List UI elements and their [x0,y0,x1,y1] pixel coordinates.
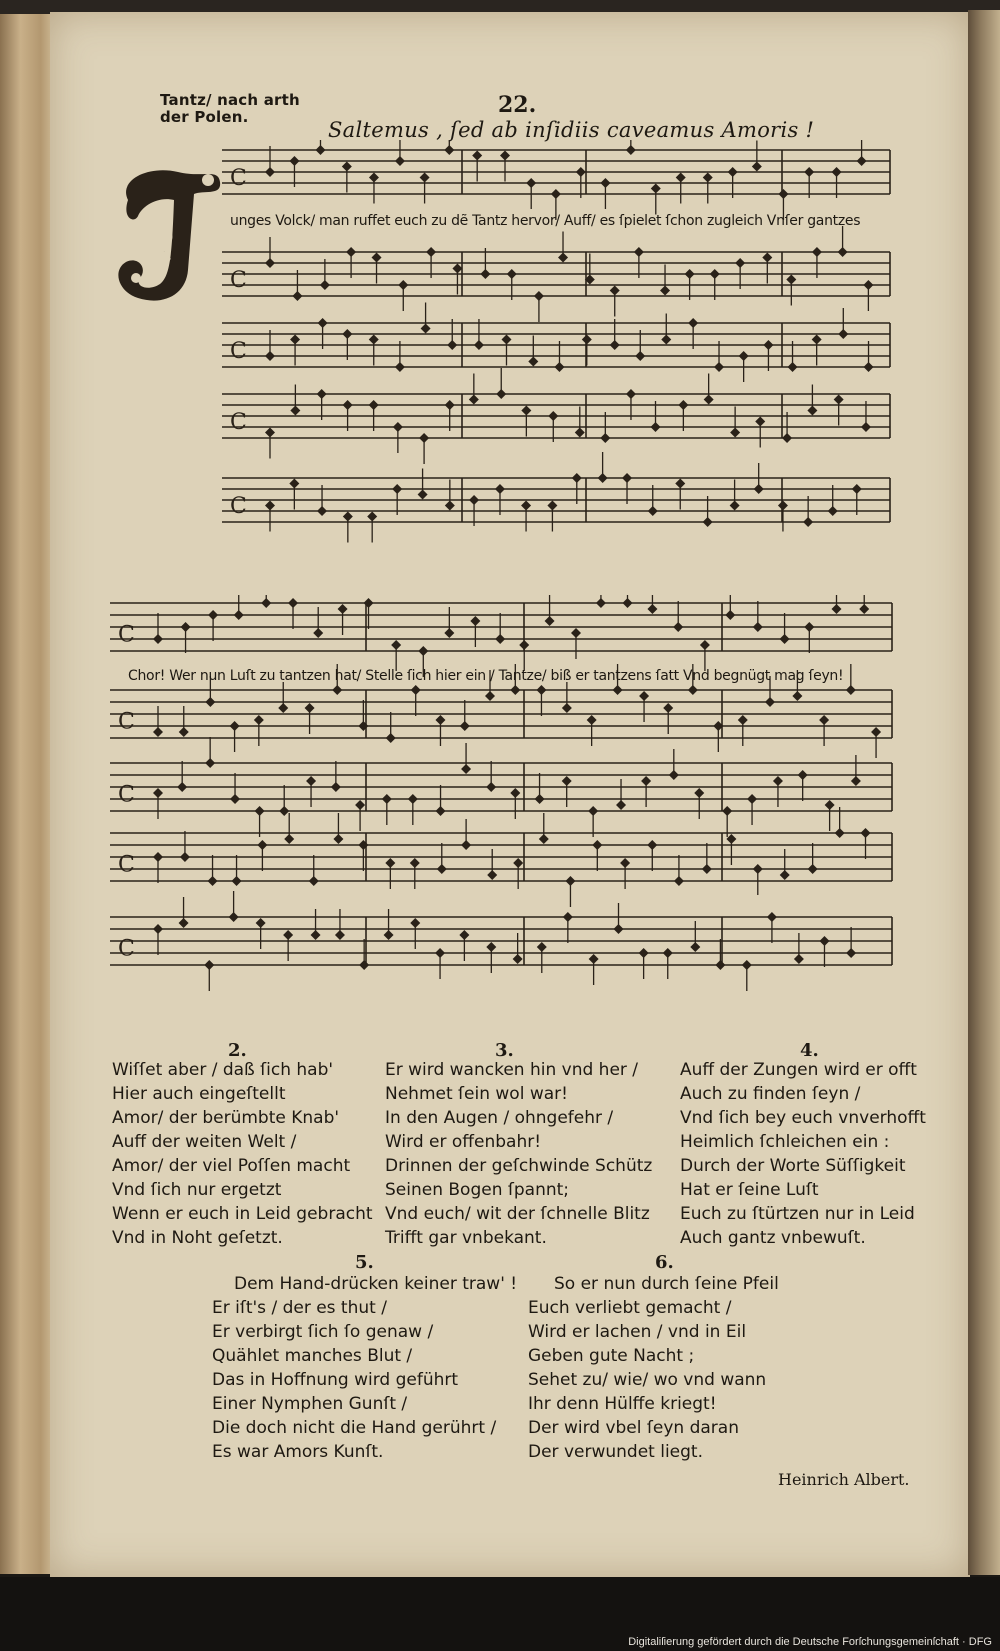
page-gutter-right [968,10,1000,1575]
verse-number: 2. [228,1040,247,1061]
margin-note-line: der Polen. [160,108,249,126]
verse-line: Euch zu ſtürtzen nur in Leid [680,1204,915,1224]
drop-cap-ornament [108,160,226,308]
verse-line: Vnd ſich nur ergetzt [112,1180,282,1200]
clef-mark: C [118,782,135,808]
page-number: 22. [498,92,537,118]
verse-line: Auch zu finden ſeyn / [680,1084,861,1104]
clef-mark: C [118,709,135,735]
verse-line: Auff der weiten Welt / [112,1132,297,1152]
clef-mark: C [118,852,135,878]
verse-line: Trifft gar vnbekant. [385,1228,547,1248]
composer-signature: Heinrich Albert. [778,1470,910,1489]
verse-line: Die doch nicht die Hand gerührt / [212,1418,497,1438]
verse-line: Das in Hoffnung wird geführt [212,1370,459,1390]
lyric-line-2: Chor! Wer nun Luſt zu tantzen hat/ Stelle ſich hier ein / Tantze/ biß er tantzens ſatt Vnd begnügt mag ſeyn! [128,668,844,684]
clef-mark: C [230,268,247,294]
verse-line: Auch gantz vnbewuſt. [680,1228,866,1248]
stanza [385,1058,652,1250]
verse-line: Hier auch eingeſtellt [112,1084,286,1104]
verse-line: Vnd euch/ wit der ſchnelle Blitz [385,1204,650,1224]
verse-line: Wird er offenbahr! [385,1132,542,1152]
verse-line: Einer Nymphen Gunſt / [212,1394,408,1414]
clef-mark: C [230,339,247,365]
clef-mark: C [230,410,247,436]
verse-line: Es war Amors Kunſt. [212,1442,384,1462]
verse-line: Wird er lachen / vnd in Eil [528,1322,747,1342]
verse-line: Hat er ſeine Luſt [680,1180,819,1200]
verse-line: Geben gute Nacht ; [528,1346,695,1366]
margin-note [160,92,300,126]
verse-line: Wenn er euch in Leid gebracht [112,1204,373,1224]
clef-mark: C [118,622,135,648]
verse-line: Ihr denn Hülffe kriegt! [528,1394,717,1414]
clef-mark: C [230,166,247,192]
verse-line: Seinen Bogen ſpannt; [385,1180,570,1200]
verse-line: Vnd ſich bey euch vnverhofft [680,1108,926,1128]
verse-line: So er nun durch ſeine Pfeil [554,1274,779,1294]
music-system-lower [110,595,945,1045]
digitization-credit: Digitaliſierung gefördert durch die Deutsche Forſchungsgemeinſchaft · DFG [628,1636,992,1648]
verse-line: Vnd in Noht geſetzt. [112,1228,283,1248]
verse-line: Nehmet ſein wol war! [385,1084,568,1104]
verse-line: In den Augen / ohngefehr / [385,1108,614,1128]
stanza [112,1058,373,1250]
verse-line: Amor/ der viel Poſſen macht [112,1156,351,1176]
lyric-line-1: unges Volck/ man ruffet euch zu dẽ Tantz hervor/ Auff/ es ſpielet ſchon zugleich Vnſer gantzes [230,213,861,229]
clef-mark: C [230,494,247,520]
verse-number: 3. [495,1040,514,1061]
verse-line: Der verwundet liegt. [528,1442,703,1462]
stanza [680,1058,926,1250]
verse-line: Quählet manches Blut / [212,1346,413,1366]
verse-line: Euch verliebt gemacht / [528,1298,732,1318]
verse-line: Er verbirgt ſich ſo genaw / [212,1322,434,1342]
verse-line: Drinnen der geſchwinde Schütz [385,1156,653,1176]
verse-line: Sehet zu/ wie/ wo vnd wann [528,1370,767,1390]
verse-line: Wiſſet aber / daß ſich hab' [112,1060,334,1080]
verse-number: 5. [355,1252,374,1273]
drop-cap-letter: J [164,252,165,253]
stanza [528,1272,779,1464]
margin-note-line: Tantz/ nach arth [160,91,300,109]
verse-line: Der wird vbel ſeyn daran [528,1418,739,1438]
motto: Saltemus , ſed ab inſidiis caveamus Amoris ! [328,118,815,142]
verse-number: 4. [800,1040,819,1061]
verse-line: Amor/ der berümbte Knab' [112,1108,340,1128]
clef-mark: C [118,936,135,962]
music-system-upper [222,140,942,560]
verse-line: Dem Hand-drücken keiner traw' ! [234,1274,518,1294]
verse-line: Auff der Zungen wird er offt [680,1060,917,1080]
verse-number: 6. [655,1252,674,1273]
verse-line: Er wird wancken hin vnd her / [385,1060,639,1080]
verse-line: Durch der Worte Süſſigkeit [680,1156,906,1176]
verse-line: Heimlich ſchleichen ein : [680,1132,890,1152]
stanza [212,1272,517,1464]
verse-line: Er iſt's / der es thut / [212,1298,387,1318]
